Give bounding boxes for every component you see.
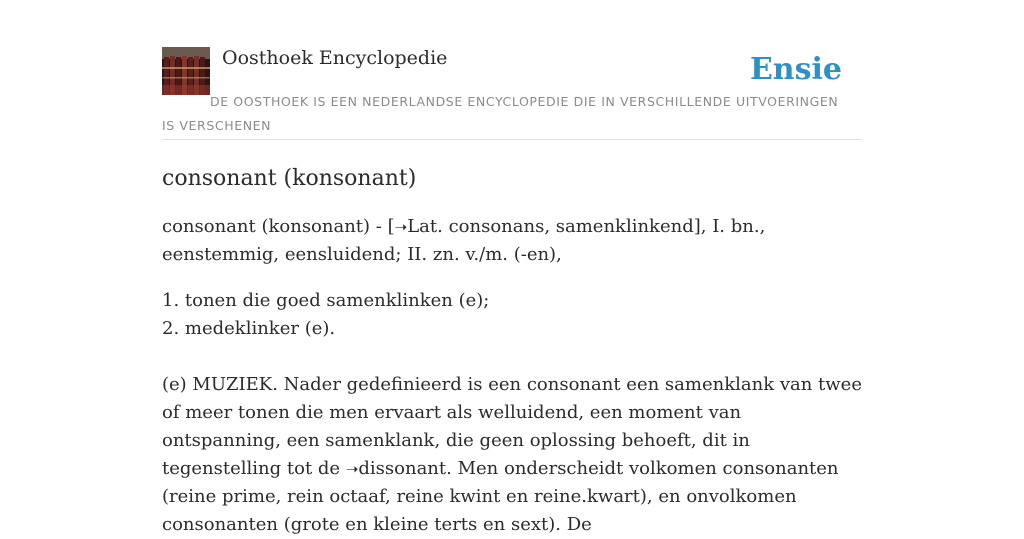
definition-term: consonant (konsonant)	[162, 216, 371, 237]
definition-separator: - [	[370, 216, 395, 237]
body-paragraph	[162, 371, 862, 539]
header-divider	[162, 139, 862, 140]
page-title: consonant (konsonant)	[162, 166, 417, 191]
paragraph-text-continued: . Men onderscheidt volkomen consonanten (reine prime, rein octaaf, reine kwint en reine.kwart), en onvolkomen consonanten (grote en kleine terts en sext). De	[162, 458, 839, 535]
brand-logo[interactable]: Ensie	[749, 52, 842, 87]
link-arrow-icon: ➝	[394, 218, 408, 236]
site-name[interactable]: Oosthoek Encyclopedie	[222, 47, 448, 69]
list-item: 2. medeklinker (e).	[162, 318, 336, 339]
link-arrow-icon: ➝	[345, 460, 359, 478]
list-item: 1. tonen die goed samenklinken (e);	[162, 290, 490, 311]
definition	[162, 213, 862, 269]
site-tagline: DE OOSTHOEK IS EEN NEDERLANDSE ENCYCLOPEDIE DIE IN VERSCHILLENDE UITVOERINGEN IS VERSCHENEN	[162, 94, 839, 133]
paragraph-text: (e) MUZIEK. Nader gedefinieerd is een consonant een samenklank van twee of meer tonen die men ervaart als welluidend, een moment van ontspanning, een samenklank, die geen oplossing behoeft, dit in tegenstelling tot de	[162, 374, 862, 479]
article	[162, 162, 862, 539]
dissonant-link[interactable]	[346, 458, 446, 479]
avatar[interactable]	[162, 47, 210, 95]
meanings-list	[162, 287, 862, 343]
book-spines-icon	[162, 47, 210, 95]
definition-etymology: Lat. consonans, samenklinkend], I. bn., eenstemmig, eensluidend; II. zn. v./m. (-en),	[162, 216, 766, 265]
link-label: dissonant	[358, 458, 447, 479]
